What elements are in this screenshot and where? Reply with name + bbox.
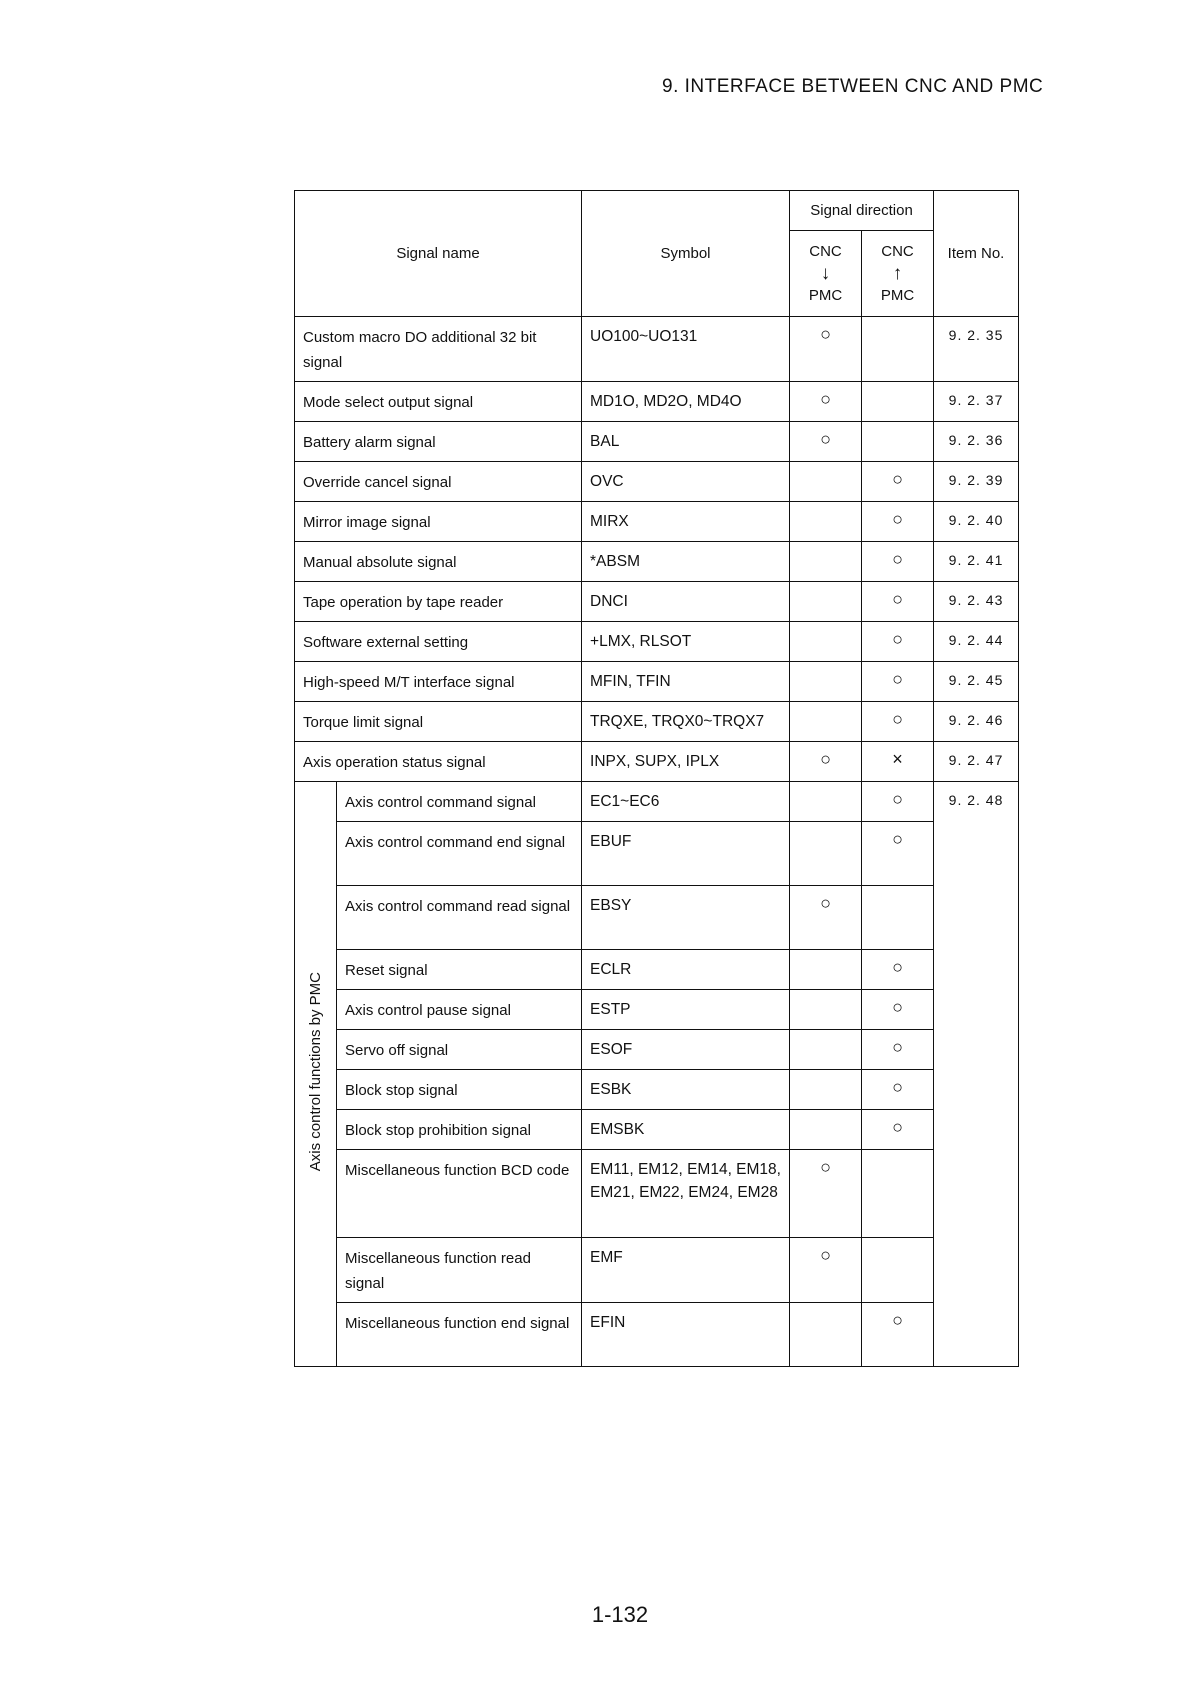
cnc-to-pmc-mark: [790, 782, 862, 822]
cnc-to-pmc-mark: [790, 662, 862, 702]
group-label-cell: [295, 782, 337, 1367]
item-no-cell: 9. 2. 48: [934, 782, 1019, 1367]
pmc-to-cnc-mark: ○: [862, 622, 934, 662]
pmc-to-cnc-mark: ○: [862, 502, 934, 542]
table-row: [295, 542, 1019, 582]
symbol-cell: OVC: [582, 462, 790, 502]
symbol-cell: EMSBK: [582, 1110, 790, 1150]
cnc-to-pmc-mark: ○: [790, 422, 862, 462]
item-no-cell: 9. 2. 39: [934, 462, 1019, 502]
cnc-to-pmc-mark: [790, 1070, 862, 1110]
cnc-to-pmc-mark: [790, 702, 862, 742]
cnc-to-pmc-mark: [790, 502, 862, 542]
header-pmc-to-cnc: CNC ↑ PMC: [862, 231, 934, 317]
signal-name-cell: Axis control pause signal: [337, 990, 582, 1030]
symbol-cell: ESTP: [582, 990, 790, 1030]
signal-name-cell: Block stop signal: [337, 1070, 582, 1110]
pmc-to-cnc-mark: ○: [862, 582, 934, 622]
cnc-to-pmc-mark: [790, 822, 862, 886]
signal-name-cell: Mirror image signal: [295, 502, 582, 542]
signal-name-cell: Axis control command read signal: [337, 886, 582, 950]
item-no-cell: 9. 2. 47: [934, 742, 1019, 782]
table-row: [295, 1070, 1019, 1110]
signal-name-cell: Battery alarm signal: [295, 422, 582, 462]
item-no-cell: 9. 2. 41: [934, 542, 1019, 582]
table-row: [295, 886, 1019, 950]
table-row: [295, 950, 1019, 990]
item-no-cell: 9. 2. 43: [934, 582, 1019, 622]
pmc-to-cnc-mark: [862, 317, 934, 382]
table-row: [295, 782, 1019, 822]
item-no-cell: 9. 2. 37: [934, 382, 1019, 422]
item-no-cell: 9. 2. 46: [934, 702, 1019, 742]
item-no-cell: 9. 2. 44: [934, 622, 1019, 662]
pmc-to-cnc-mark: ○: [862, 1030, 934, 1070]
symbol-cell: DNCI: [582, 582, 790, 622]
cnc-to-pmc-mark: [790, 462, 862, 502]
item-no-cell: 9. 2. 40: [934, 502, 1019, 542]
signal-name-cell: Mode select output signal: [295, 382, 582, 422]
signal-name-cell: Reset signal: [337, 950, 582, 990]
symbol-cell: TRQXE, TRQX0~TRQX7: [582, 702, 790, 742]
symbol-cell: EMF: [582, 1238, 790, 1303]
table-row: [295, 382, 1019, 422]
symbol-cell: EM11, EM12, EM14, EM18, EM21, EM22, EM24, EM28: [582, 1150, 790, 1238]
symbol-cell: EFIN: [582, 1303, 790, 1367]
symbol-cell: BAL: [582, 422, 790, 462]
cnc-to-pmc-mark: [790, 950, 862, 990]
table-row: [295, 422, 1019, 462]
signal-name-cell: Torque limit signal: [295, 702, 582, 742]
table-row: [295, 462, 1019, 502]
table-row: [295, 742, 1019, 782]
pmc-to-cnc-mark: ○: [862, 950, 934, 990]
pmc-to-cnc-mark: [862, 886, 934, 950]
down-arrow-icon: ↓: [820, 262, 831, 284]
symbol-cell: MD1O, MD2O, MD4O: [582, 382, 790, 422]
signal-name-cell: Override cancel signal: [295, 462, 582, 502]
cnc-to-pmc-mark: [790, 1110, 862, 1150]
table-row: [295, 702, 1019, 742]
cnc-to-pmc-mark: ○: [790, 382, 862, 422]
item-no-cell: 9. 2. 45: [934, 662, 1019, 702]
pmc-to-cnc-mark: ○: [862, 662, 934, 702]
signal-name-cell: Axis control command end signal: [337, 822, 582, 886]
symbol-cell: INPX, SUPX, IPLX: [582, 742, 790, 782]
pmc-to-cnc-mark: ○: [862, 702, 934, 742]
symbol-cell: MFIN, TFIN: [582, 662, 790, 702]
cnc-to-pmc-mark: [790, 1030, 862, 1070]
table-row: [295, 1150, 1019, 1238]
signal-name-cell: Axis control command signal: [337, 782, 582, 822]
header-item-no: Item No.: [934, 191, 1019, 317]
pmc-to-cnc-mark: ×: [862, 742, 934, 782]
pmc-to-cnc-mark: ○: [862, 782, 934, 822]
symbol-cell: *ABSM: [582, 542, 790, 582]
group-label: Axis control functions by PMC: [307, 972, 324, 1172]
header-cnc-to-pmc: CNC ↓ PMC: [790, 231, 862, 317]
up-arrow-icon: ↑: [892, 262, 903, 284]
signal-name-cell: High-speed M/T interface signal: [295, 662, 582, 702]
item-no-cell: 9. 2. 36: [934, 422, 1019, 462]
cnc-to-pmc-mark: ○: [790, 1238, 862, 1303]
signal-name-cell: Axis operation status signal: [295, 742, 582, 782]
cnc-to-pmc-mark: [790, 622, 862, 662]
symbol-cell: UO100~UO131: [582, 317, 790, 382]
symbol-cell: ESOF: [582, 1030, 790, 1070]
signal-name-cell: Miscellaneous function read signal: [337, 1238, 582, 1303]
table-row: [295, 990, 1019, 1030]
cnc-to-pmc-mark: ○: [790, 1150, 862, 1238]
symbol-cell: EC1~EC6: [582, 782, 790, 822]
cnc-to-pmc-mark: [790, 1303, 862, 1367]
item-no-cell: 9. 2. 35: [934, 317, 1019, 382]
pmc-to-cnc-mark: ○: [862, 822, 934, 886]
symbol-cell: EBSY: [582, 886, 790, 950]
cnc-to-pmc-mark: ○: [790, 886, 862, 950]
cnc-to-pmc-mark: ○: [790, 742, 862, 782]
pmc-to-cnc-mark: ○: [862, 1070, 934, 1110]
table-row: [295, 822, 1019, 886]
signal-name-cell: Block stop prohibition signal: [337, 1110, 582, 1150]
signal-name-cell: Miscellaneous function BCD code: [337, 1150, 582, 1238]
pmc-to-cnc-mark: ○: [862, 1110, 934, 1150]
symbol-cell: MIRX: [582, 502, 790, 542]
table-row: [295, 1110, 1019, 1150]
pmc-to-cnc-mark: ○: [862, 1303, 934, 1367]
page-number: 1-132: [591, 1602, 649, 1627]
cnc-to-pmc-mark: ○: [790, 317, 862, 382]
header-signal-name: Signal name: [295, 191, 582, 317]
pmc-to-cnc-mark: [862, 382, 934, 422]
signal-name-cell: Tape operation by tape reader: [295, 582, 582, 622]
pmc-to-cnc-mark: ○: [862, 542, 934, 582]
cnc-to-pmc-mark: [790, 542, 862, 582]
header-symbol: Symbol: [582, 191, 790, 317]
table-row: [295, 622, 1019, 662]
signal-table: [294, 190, 1019, 1367]
pmc-to-cnc-mark: [862, 1150, 934, 1238]
pmc-to-cnc-mark: [862, 1238, 934, 1303]
table-row: [295, 502, 1019, 542]
cnc-to-pmc-mark: [790, 582, 862, 622]
symbol-cell: ESBK: [582, 1070, 790, 1110]
pmc-to-cnc-mark: ○: [862, 990, 934, 1030]
signal-name-cell: Miscellaneous function end signal: [337, 1303, 582, 1367]
table-row: [295, 317, 1019, 382]
signal-name-cell: Software external setting: [295, 622, 582, 662]
symbol-cell: EBUF: [582, 822, 790, 886]
table-row: [295, 662, 1019, 702]
signal-name-cell: Custom macro DO additional 32 bit signal: [295, 317, 582, 382]
pmc-to-cnc-mark: [862, 422, 934, 462]
header-signal-direction: Signal direction: [790, 191, 934, 231]
table-row: [295, 1303, 1019, 1367]
symbol-cell: ECLR: [582, 950, 790, 990]
table-row: [295, 1238, 1019, 1303]
signal-name-cell: Manual absolute signal: [295, 542, 582, 582]
symbol-cell: +LMX, RLSOT: [582, 622, 790, 662]
pmc-to-cnc-mark: ○: [862, 462, 934, 502]
signal-name-cell: Servo off signal: [337, 1030, 582, 1070]
cnc-to-pmc-mark: [790, 990, 862, 1030]
page-header: 9. INTERFACE BETWEEN CNC AND PMC: [662, 76, 1044, 97]
table-row: [295, 582, 1019, 622]
table-row: [295, 1030, 1019, 1070]
